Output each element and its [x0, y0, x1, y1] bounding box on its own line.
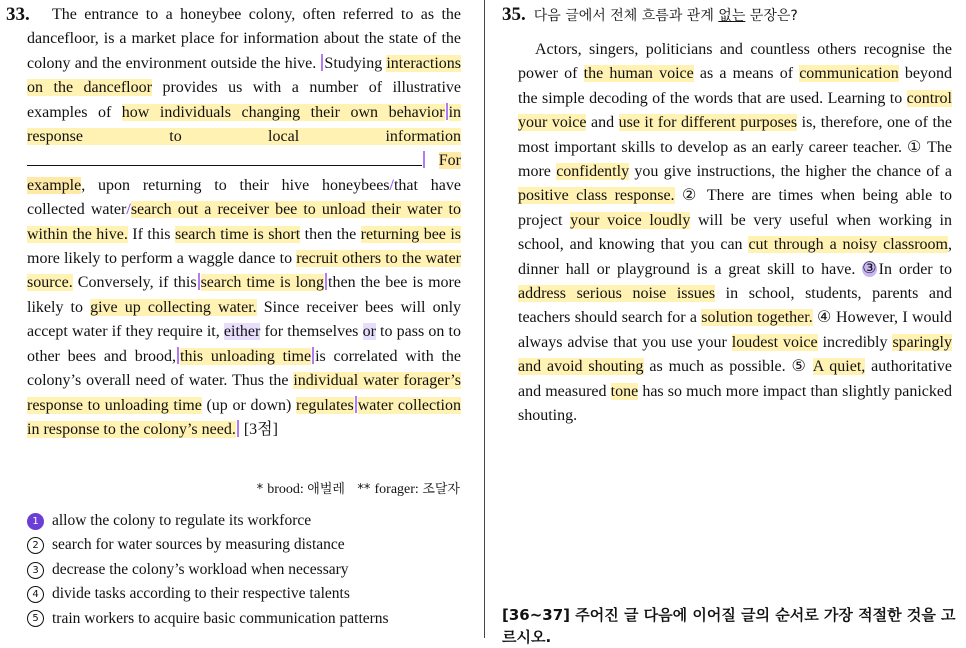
annotation-bracket [198, 273, 200, 290]
annotation-bracket [177, 347, 179, 364]
choice-1-marker: 1 [27, 513, 44, 530]
annotation-bracket [355, 396, 357, 413]
answer-blank [27, 150, 422, 166]
q35-passage: Actors, singers, politicians and countless others recognise the power of the human voice as a means of communication beyond the simple decoding of the words that are used. Learning to control your voice and use it for different purposes is, therefore, one of the most important skills to develop as an early career teacher. ① The more confidently you give instructions, the higher the chance of a positive class response. ② There are times when being able to project your voice loudly will be very useful when working in school, and knowing that you can cut through a noisy classroom, dinner hall or playground is a great skill to have. ③ In order to address serious noise issues in school, students, parents and teachers should search for a solution together. ④ However, I would always advise that you use your loudest voice incredibly sparingly and avoid shouting as much as possible. ⑤ A quiet, authoritative and measured tone has so much more impact than slightly panicked shouting. [518, 41, 953, 425]
choice-4-marker: 4 [27, 586, 44, 603]
question-35 [502, 0, 956, 646]
sentence-marker-2[interactable]: ② [681, 187, 700, 205]
choice-4[interactable]: 4 divide tasks according to their respective talents [27, 582, 389, 606]
q33-number: 33. [6, 4, 30, 25]
sentence-marker-4[interactable]: ④ [817, 309, 832, 327]
choice-2[interactable]: 2 search for water sources by measuring distance [27, 533, 389, 557]
q33-choices [27, 509, 389, 631]
sentence-marker-1[interactable]: ① [907, 138, 923, 156]
q36-37-instruction: [36~37] 주어진 글 다음에 이어질 글의 순서로 가장 적절한 것을 고르시오. [502, 606, 956, 646]
choice-5[interactable]: 5 train workers to acquire basic communication patterns [27, 607, 389, 631]
choice-5-marker: 5 [27, 610, 44, 627]
choice-3-marker: 3 [27, 562, 44, 579]
annotation-bracket [423, 151, 425, 168]
annotation-mark [446, 103, 448, 120]
sentence-marker-3-selected[interactable]: ③ [862, 259, 877, 277]
q33-passage: The entrance to a honeybee colony, often referred to as the dancefloor, is a market place for information about the state of the colony and the environment outside the hive. Studying interactions on the dancefloor provides us with a number of illustrative examples of how individuals changing their own behavior in response to local information For example, upon returning to their hive honeybees/that have collected water/search out a receiver bee to unload their water to within the hive. If this search time is short then the returning bee is more likely to perform a waggle dance to recruit others to the water source. Conversely, if this search time is long then the bee is more likely to give up collecting water. Since receiver bees will only accept water if they require it, either for themselves or to pass on to other bees and brood, this unloading time is correlated with the colony’s overall need of water. Thus the individual water forager’s response to unloading time (up or down) regulates water collection in response to the colony’s need. [3점] [27, 6, 462, 438]
annotation-bracket [325, 273, 327, 290]
choice-3[interactable]: 3 decrease the colony’s workload when necessary [27, 558, 389, 582]
annotation-bracket [312, 347, 314, 364]
choice-2-marker: 2 [27, 537, 44, 554]
choice-1[interactable]: 1 allow the colony to regulate its workforce [27, 509, 389, 533]
column-divider [484, 0, 485, 638]
annotation-slash: / [389, 176, 394, 194]
q33-footnote: * brood: 애벌레 ** forager: 조달자 [256, 482, 460, 497]
annotation-bracket [237, 420, 239, 437]
annotation-slash: / [126, 201, 131, 219]
sentence-marker-5[interactable]: ⑤ [791, 358, 808, 376]
q35-header: 35. 다음 글에서 전체 흐름과 관계 없는 문장은? [502, 4, 798, 25]
question-33 [6, 0, 464, 638]
